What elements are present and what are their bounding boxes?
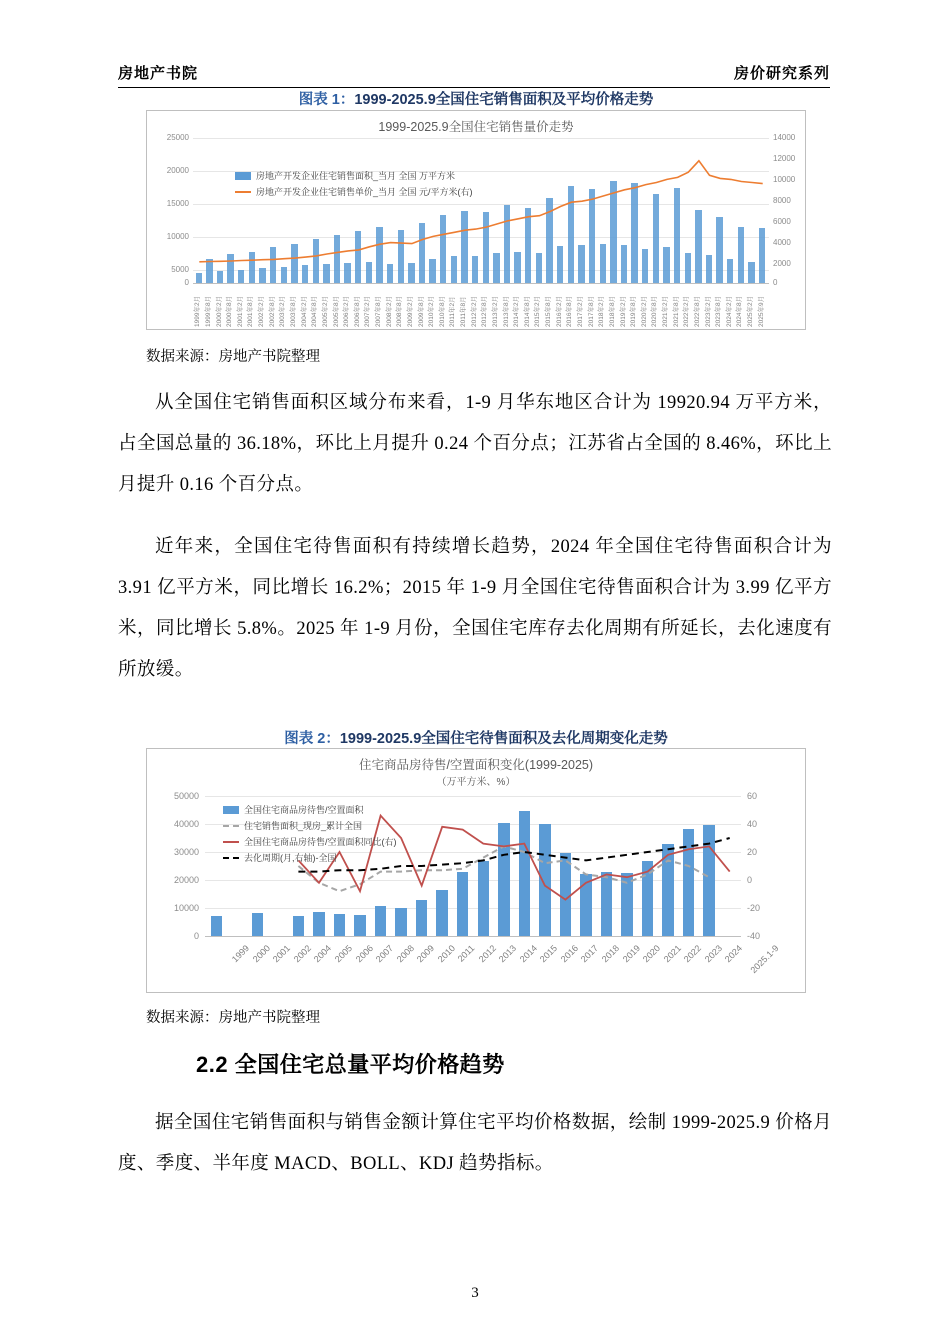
chart1-legend bbox=[235, 169, 473, 201]
chart2-xtick: 2012 bbox=[476, 943, 498, 965]
chart2-legend-label: 去化周期(月,右轴)-全国 bbox=[244, 853, 337, 863]
chart2-xaxis bbox=[206, 939, 781, 989]
chart1-xtick: 2023年8月 bbox=[715, 295, 723, 327]
chart2-y2tick: 60 bbox=[747, 791, 758, 801]
chart2-xtick: 2017 bbox=[579, 943, 601, 965]
chart2-legend bbox=[223, 803, 397, 867]
page-number: 3 bbox=[471, 1285, 479, 1301]
chart2-y2tick: 40 bbox=[747, 819, 758, 829]
chart1-legend-label: 房地产开发企业住宅销售面积_当月 全国 万平方米 bbox=[256, 171, 456, 181]
chart2-legend-item bbox=[223, 851, 397, 864]
chart1-xtick: 2020年8月 bbox=[651, 295, 659, 327]
chart1-y2tick: 14000 bbox=[773, 133, 796, 142]
chart1-xtick: 2014年8月 bbox=[523, 295, 531, 327]
line-swatch-icon bbox=[235, 191, 251, 193]
chart2-legend-item bbox=[223, 819, 397, 832]
chart1-xtick: 2017年8月 bbox=[587, 295, 595, 327]
chart1-xtick: 2022年2月 bbox=[683, 295, 691, 327]
chart1-xtick: 2012年2月 bbox=[470, 295, 478, 327]
chart2-legend-item bbox=[223, 803, 397, 816]
chart1-xtick: 2011年2月 bbox=[449, 296, 457, 327]
chart2-ytick: 30000 bbox=[173, 847, 199, 857]
chart1-xtick: 2013年8月 bbox=[502, 295, 510, 327]
chart2-xtick: 2016 bbox=[558, 943, 580, 965]
chart2-xtick: 2018 bbox=[599, 943, 622, 965]
page-header bbox=[118, 62, 830, 88]
chart2-xtick: 1999 bbox=[230, 943, 252, 965]
chart1-xtick: 2024年8月 bbox=[736, 295, 744, 327]
chart1-xtick: 2008年2月 bbox=[385, 295, 393, 327]
chart2-xtick: 2008 bbox=[394, 943, 416, 965]
chart2-ytick: 40000 bbox=[173, 819, 199, 829]
chart1-xtick: 2014年2月 bbox=[513, 295, 521, 327]
chart2-ytick: 20000 bbox=[173, 875, 199, 885]
chart2-xtick: 2015 bbox=[538, 943, 560, 965]
chart2-legend-label: 全国住宅商品房待售/空置面积 bbox=[244, 805, 364, 815]
black-dash-swatch-icon bbox=[223, 857, 239, 859]
figure2-source: 数据来源：房地产书院整理 bbox=[146, 1010, 320, 1026]
chart1-xtick: 1999年2月 bbox=[194, 295, 202, 327]
figure2-caption-text: 1999-2025.9全国住宅待售面积及去化周期变化走势 bbox=[339, 731, 668, 747]
chart1-y2tick: 12000 bbox=[773, 154, 796, 163]
chart1-xtick: 2025年2月 bbox=[747, 295, 755, 327]
chart1-ytick: 10000 bbox=[166, 232, 189, 241]
chart2-ytick: 0 bbox=[193, 931, 199, 941]
chart1-xtick: 2009年2月 bbox=[406, 295, 414, 327]
chart1-xtick: 2019年2月 bbox=[619, 295, 627, 327]
chart2-xtick: 2005 bbox=[332, 943, 355, 965]
section-paragraph: 据全国住宅销售面积与销售金额计算住宅平均价格数据，绘制 1999-2025.9 价格月度、季度、半年度 MACD、BOLL、KDJ 趋势指标。 bbox=[118, 1113, 832, 1174]
chart1-xtick: 2017年2月 bbox=[576, 295, 584, 327]
chart2-xtick: 2013 bbox=[497, 943, 519, 965]
chart1-xtick: 2007年2月 bbox=[364, 295, 372, 327]
chart1-xtick: 2020年2月 bbox=[640, 295, 648, 327]
chart2-xtick: 2023 bbox=[702, 943, 724, 965]
chart1-legend-label: 房地产开发企业住宅销售单价_当月 全国 元/平方米(右) bbox=[256, 187, 473, 197]
chart1-xtick: 2022年8月 bbox=[693, 295, 701, 327]
chart1-y2tick: 4000 bbox=[773, 238, 791, 247]
chart1-xtick: 1999年8月 bbox=[204, 295, 212, 327]
header-left-text: 房地产书院 bbox=[118, 65, 199, 82]
chart2-xtick: 2009 bbox=[414, 943, 437, 965]
chart1-xtick: 2009年8月 bbox=[417, 295, 425, 327]
figure2-caption-prefix: 图表 2： bbox=[284, 731, 340, 747]
chart1-xtick: 2004年2月 bbox=[300, 295, 308, 327]
chart2-xtick: 2021 bbox=[661, 943, 683, 965]
chart1-xtick: 2024年2月 bbox=[725, 295, 733, 327]
chart2-xtick: 2004 bbox=[312, 943, 334, 965]
chart1-xtick: 2010年2月 bbox=[428, 295, 436, 327]
chart1-ytick: 15000 bbox=[166, 199, 189, 208]
chart1-xtick: 2025年9月 bbox=[757, 295, 765, 327]
header-right-text: 房价研究系列 bbox=[733, 65, 830, 82]
chart2-y2tick: -40 bbox=[747, 931, 761, 941]
chart1-ytick: 25000 bbox=[166, 133, 189, 142]
chart2-subtitle: （万平方米、%） bbox=[436, 777, 516, 788]
chart2-axis-line bbox=[205, 936, 741, 937]
red-line-swatch-icon bbox=[223, 841, 239, 843]
chart1-xtick: 2019年8月 bbox=[630, 295, 638, 327]
chart2-xtick: 2011 bbox=[455, 943, 477, 964]
chart2-ytick: 10000 bbox=[173, 903, 199, 913]
chart1-xtick: 2006年8月 bbox=[353, 295, 361, 327]
chart2-xtick: 2010 bbox=[435, 943, 457, 965]
figure2-caption bbox=[146, 727, 806, 748]
chart1-xtick: 2003年8月 bbox=[289, 295, 297, 327]
chart1-xtick: 2002年8月 bbox=[268, 295, 276, 327]
chart1-xtick: 2007年8月 bbox=[375, 295, 383, 327]
chart1-y2tick: 8000 bbox=[773, 196, 791, 205]
chart2-title: 住宅商品房待售/空置面积变化(1999-2025) bbox=[358, 758, 594, 772]
chart1-xtick: 2001年8月 bbox=[247, 295, 255, 327]
chart2-xtick: 2020 bbox=[640, 943, 663, 965]
chart2-xtick: 2022 bbox=[681, 943, 704, 965]
chart2-legend-label: 全国住宅商品房待售/空置面积同比(右) bbox=[244, 837, 397, 847]
paragraph-2: 近年来，全国住宅待售面积有持续增长趋势，2024 年全国住宅待售面积合计为 3.91 亿平方米，同比增长 16.2%；2015 年 1-9 月全国住宅待售面积合计为 3.99 亿平方米，同比增长 5.8%。2025 年 1-9 月份，全国住宅库存去化周期有所延长，去化速度有所放缓。 bbox=[118, 537, 832, 680]
chart1-y2tick: 2000 bbox=[773, 259, 791, 268]
chart1-title: 1999-2025.9全国住宅销售量价走势 bbox=[378, 120, 574, 134]
bar-swatch-icon bbox=[235, 172, 251, 180]
chart1-xtick: 2015年2月 bbox=[534, 295, 542, 327]
chart2-legend-item bbox=[223, 835, 397, 848]
figure1-caption-prefix: 图表 1： bbox=[298, 92, 355, 108]
chart2-y2tick: -20 bbox=[747, 903, 761, 913]
chart1-xtick: 2012年8月 bbox=[481, 295, 489, 327]
chart1-xtick: 2010年8月 bbox=[438, 295, 446, 327]
chart2-xtick: 2001 bbox=[271, 943, 293, 965]
figure1-caption bbox=[146, 88, 806, 109]
figure1-chart bbox=[146, 110, 806, 330]
chart2-xtick: 2002 bbox=[291, 943, 313, 965]
chart1-xtick: 2001年2月 bbox=[236, 295, 244, 327]
chart1-ytick: 5000 bbox=[171, 265, 189, 274]
chart2-y2tick: 0 bbox=[747, 875, 753, 885]
bar-swatch-icon bbox=[223, 806, 239, 814]
chart2-xtick: 2019 bbox=[620, 943, 642, 965]
chart1-xtick: 2021年2月 bbox=[662, 295, 670, 327]
chart1-price-line bbox=[194, 138, 768, 283]
dashed-line-swatch-icon bbox=[223, 825, 239, 827]
chart1-xtick: 2004年8月 bbox=[311, 295, 319, 327]
chart1-xtick: 2000年2月 bbox=[215, 295, 223, 327]
chart1-xtick: 2023年2月 bbox=[704, 295, 712, 327]
chart2-xtick: 2025.1-9 bbox=[748, 943, 781, 976]
chart1-xtick: 2011年8月 bbox=[460, 296, 468, 327]
chart2-xtick: 2006 bbox=[353, 943, 375, 965]
chart1-xtick: 2015年8月 bbox=[545, 295, 553, 327]
chart1-xtick: 2016年8月 bbox=[566, 295, 574, 327]
figure1-source: 数据来源：房地产书院整理 bbox=[146, 349, 320, 365]
figure2-chart bbox=[146, 748, 806, 993]
chart1-xtick: 2005年2月 bbox=[321, 295, 329, 327]
chart1-xtick: 2000年8月 bbox=[226, 295, 234, 327]
chart1-xtick: 2021年8月 bbox=[672, 295, 680, 327]
chart1-legend-item bbox=[235, 169, 473, 182]
chart1-xtick: 2018年8月 bbox=[608, 295, 616, 327]
chart1-xtick: 2002年2月 bbox=[258, 295, 266, 327]
chart1-xtick: 2003年2月 bbox=[279, 295, 287, 327]
chart1-xtick: 2005年8月 bbox=[332, 295, 340, 327]
chart1-ytick: 0 bbox=[184, 278, 189, 287]
chart1-y2tick: 6000 bbox=[773, 217, 791, 226]
chart1-y2tick: 0 bbox=[773, 278, 778, 287]
chart2-legend-label: 住宅销售面积_现房_累计全国 bbox=[244, 821, 363, 831]
paragraph-1: 从全国住宅销售面积区域分布来看，1-9 月华东地区合计为 19920.94 万平方米，占全国总量的 36.18%，环比上月提升 0.24 个百分点；江苏省占全国的 8.46%，环比上月提升 0.16 个百分点。 bbox=[118, 393, 832, 495]
chart1-axis-line bbox=[193, 283, 769, 284]
section-heading: 2.2 全国住宅总量平均价格趋势 bbox=[196, 1052, 505, 1077]
chart2-ytick: 50000 bbox=[173, 791, 199, 801]
chart1-ytick: 20000 bbox=[166, 166, 189, 175]
chart1-legend-item bbox=[235, 185, 473, 198]
chart2-y2tick: 20 bbox=[747, 847, 758, 857]
chart2-xtick: 2007 bbox=[373, 943, 396, 965]
chart1-xtick: 2008年8月 bbox=[396, 295, 404, 327]
chart1-xtick: 2016年2月 bbox=[555, 295, 563, 327]
chart1-xaxis bbox=[194, 285, 768, 329]
chart2-xtick: 2024 bbox=[723, 943, 745, 965]
chart1-xtick: 2006年2月 bbox=[343, 295, 351, 327]
chart1-xtick: 2018年2月 bbox=[598, 295, 606, 327]
chart1-xtick: 2013年2月 bbox=[491, 295, 499, 327]
figure1-caption-text: 1999-2025.9全国住宅销售面积及平均价格走势 bbox=[354, 92, 654, 108]
chart1-y2tick: 10000 bbox=[773, 175, 796, 184]
chart2-xtick: 2014 bbox=[517, 943, 539, 965]
chart2-xtick: 2000 bbox=[250, 943, 272, 965]
